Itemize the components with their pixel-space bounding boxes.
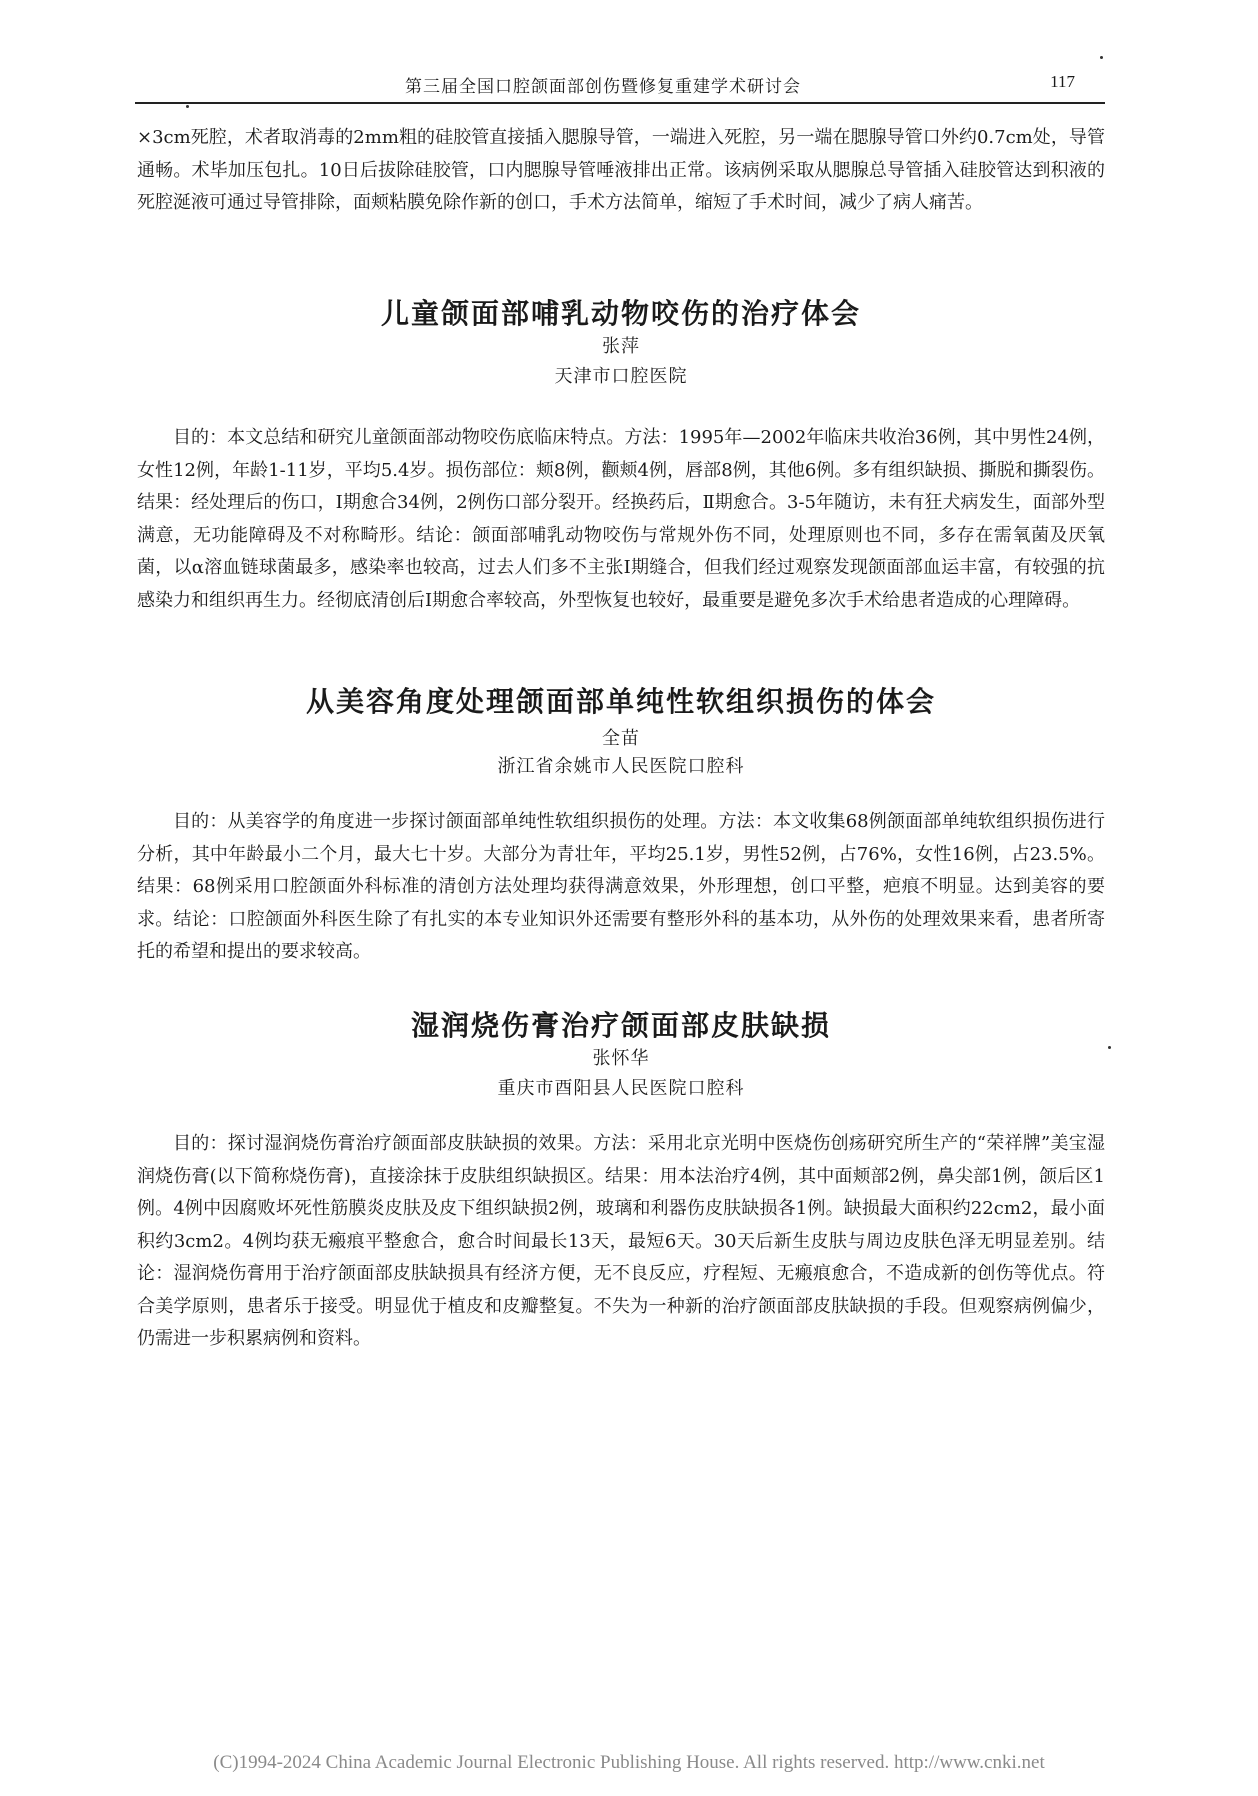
article-3-author: 张怀华 bbox=[592, 1048, 650, 1069]
article-3-affiliation: 重庆市酉阳县人民医院口腔科 bbox=[497, 1078, 745, 1099]
article-3-abstract: 目的：探讨湿润烧伤膏治疗颌面部皮肤缺损的效果。方法：采用北京光明中医烧伤创疡研究所生产的“荣祥牌”美宝湿润烧伤膏(以下简称烧伤膏)，直接涂抹于皮肤组织缺损区。结果：用本法治疗4例，其中面颊部2例，鼻尖部1例，颌后区1例。4例中因腐败坏死性筋膜炎皮肤及皮下组织缺损2例，玻璃和利器伤皮肤缺损各1例。缺损最大面积约22cm2，最小面积约3cm2。4例均获无瘢痕平整愈合，愈合时间最长13天，最短6天。30天后新生皮肤与周边皮肤色泽无明显差别。结论：湿润烧伤膏用于治疗颌面部皮肤缺损具有经济方便，无不良反应，疗程短、无瘢痕愈合，不造成新的创伤等优点。符合美学原则，患者乐于接受。明显优于植皮和皮瓣整复。不失为一种新的治疗颌面部皮肤缺损的手段。但观察病例偏少，仍需进一步积累病例和资料。 bbox=[137, 1133, 1105, 1349]
article-1-author: 张萍 bbox=[602, 336, 640, 357]
article-1-affiliation: 天津市口腔医院 bbox=[554, 366, 688, 387]
intro-paragraph: ×3cm死腔，术者取消毒的2mm粗的硅胶管直接插入腮腺导管，一端进入死腔，另一端在腮腺导管口外约0.7cm处，导管通畅。术毕加压包扎。10日后拔除硅胶管，口内腮腺导管唾液排出正常。该病例采取从腮腺总导管插入硅胶管达到积液的死腔涎液可通过导管排除，面颊粘膜免除作新的创口，手术方法简单，缩短了手术时间，减少了病人痛苦。 bbox=[137, 127, 1105, 213]
article-2-title: 从美容角度处理颌面部单纯性软组织损伤的体会 bbox=[305, 685, 936, 718]
running-header bbox=[135, 70, 1105, 104]
scan-speck bbox=[1100, 56, 1103, 59]
article-1-title: 儿童颌面部哺乳动物咬伤的治疗体会 bbox=[380, 297, 861, 330]
article-2-affiliation: 浙江省余姚市人民医院口腔科 bbox=[497, 756, 745, 777]
article-2-abstract: 目的：从美容学的角度进一步探讨颌面部单纯性软组织损伤的处理。方法：本文收集68例颌面部单纯软组织损伤进行分析，其中年龄最小二个月，最大七十岁。大部分为青壮年，平均25.1岁，男性52例，占76%，女性16例，占23.5%。结果：68例采用口腔颌面外科标准的清创方法处理均获得满意效果，外形理想，创口平整，疤痕不明显。达到美容的要求。结论：口腔颌面外科医生除了有扎实的本专业知识外还需要有整形外科的基本功，从外伤的处理效果来看，患者所寄托的希望和提出的要求较高。 bbox=[137, 811, 1105, 962]
article-1-abstract: 目的：本文总结和研究儿童颌面部动物咬伤底临床特点。方法：1995年—2002年临床共收治36例，其中男性24例，女性12例，年龄1-11岁，平均5.4岁。损伤部位：颊8例，颧颊4例，唇部8例，其他6例。多有组织缺损、撕脱和撕裂伤。结果：经处理后的伤口，Ⅰ期愈合34例，2例伤口部分裂开。经换药后，Ⅱ期愈合。3-5年随访，未有狂犬病发生，面部外型满意，无功能障碍及不对称畸形。结论：颌面部哺乳动物咬伤与常规外伤不同，处理原则也不同，多存在需氧菌及厌氧菌，以α溶血链球菌最多，感染率也较高，过去人们多不主张Ⅰ期缝合，但我们经过观察发现颌面部血运丰富，有较强的抗感染力和组织再生力。经彻底清创后Ⅰ期愈合率较高，外型恢复也较好，最重要是避免多次手术给患者造成的心理障碍。 bbox=[137, 427, 1105, 611]
page-number: 117 bbox=[1050, 72, 1075, 91]
journal-title: 第三届全国口腔颌面部创伤暨修复重建学术研讨会 bbox=[405, 77, 801, 97]
article-2-author: 全苗 bbox=[602, 728, 640, 749]
article-3-title: 湿润烧伤膏治疗颌面部皮肤缺损 bbox=[410, 1009, 831, 1042]
scan-speck bbox=[1108, 1046, 1111, 1049]
copyright-footer: (C)1994-2024 China Academic Journal Electronic Publishing House. All rights reserved. http://www.cnki.net bbox=[213, 1752, 1045, 1773]
scan-speck bbox=[186, 105, 189, 108]
